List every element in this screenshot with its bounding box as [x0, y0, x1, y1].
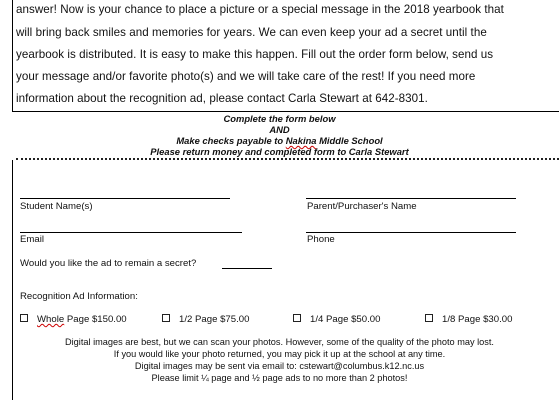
parent-name-field[interactable]: [306, 198, 516, 199]
checkbox-icon[interactable]: [20, 314, 28, 322]
checkbox-icon[interactable]: [162, 314, 170, 322]
option-label-word: Whole: [37, 314, 65, 325]
option-whole-page[interactable]: [20, 314, 127, 325]
footer-line: Please limit ¼ page and ½ page ads to no more than 2 photos!: [151, 373, 408, 383]
email-label: Email: [20, 234, 44, 245]
option-half-page[interactable]: [162, 314, 249, 325]
instruction-return-money: Please return money and completed form to Carla Stewart: [150, 146, 409, 157]
option-label: Page $150.00: [64, 314, 127, 325]
instruction-checks-payable: Make checks payable to Nakina Middle School: [176, 135, 383, 146]
checkbox-icon[interactable]: [293, 314, 301, 322]
checkbox-icon[interactable]: [425, 314, 433, 322]
instruction-and: AND: [269, 124, 290, 135]
footer-line: If you would like your photo returned, you may pick it up at the school at any time.: [113, 349, 446, 359]
intro-line: answer! Now is your chance to place a picture or a special message in the 2018 yearbook that: [16, 3, 504, 16]
cut-line-divider: [16, 158, 559, 160]
footer-line: Digital images may be sent via email to: cstewart@columbus.k12.nc.us: [134, 361, 425, 371]
secret-question: Would you like the ad to remain a secret?: [20, 258, 197, 269]
instruction-complete-form: Complete the form below: [223, 113, 336, 124]
phone-field[interactable]: [306, 232, 516, 233]
student-name-field[interactable]: [20, 198, 230, 199]
option-label: 1/8 Page $30.00: [442, 314, 513, 325]
parent-name-label: Parent/Purchaser's Name: [307, 201, 417, 212]
option-quarter-page[interactable]: [293, 314, 380, 325]
secret-answer-field[interactable]: [222, 268, 272, 269]
intro-line: your message and/or favorite photo(s) and we will take care of the rest! If you need more: [16, 70, 476, 83]
school-name-word: Nakina: [285, 135, 317, 146]
footer-line: Digital images are best, but we can scan your photos. However, some of the quality of the photo may lost.: [65, 337, 494, 347]
option-label: 1/4 Page $50.00: [310, 314, 381, 325]
student-name-label: Student Name(s): [20, 201, 93, 212]
recognition-label: Recognition Ad Information:: [20, 291, 138, 302]
intro-line: yearbook is distributed. It is easy to make this happen. Fill out the order form below, send us: [16, 48, 494, 61]
option-eighth-page[interactable]: [425, 314, 512, 325]
option-label: 1/2 Page $75.00: [179, 314, 250, 325]
phone-label: Phone: [307, 234, 335, 245]
intro-line: will bring back smiles and memories for years. We can even keep your ad a secret until the: [16, 26, 487, 39]
intro-line: information about the recognition ad, please contact Carla Stewart at 642-8301.: [16, 92, 428, 105]
email-field[interactable]: [20, 232, 242, 233]
